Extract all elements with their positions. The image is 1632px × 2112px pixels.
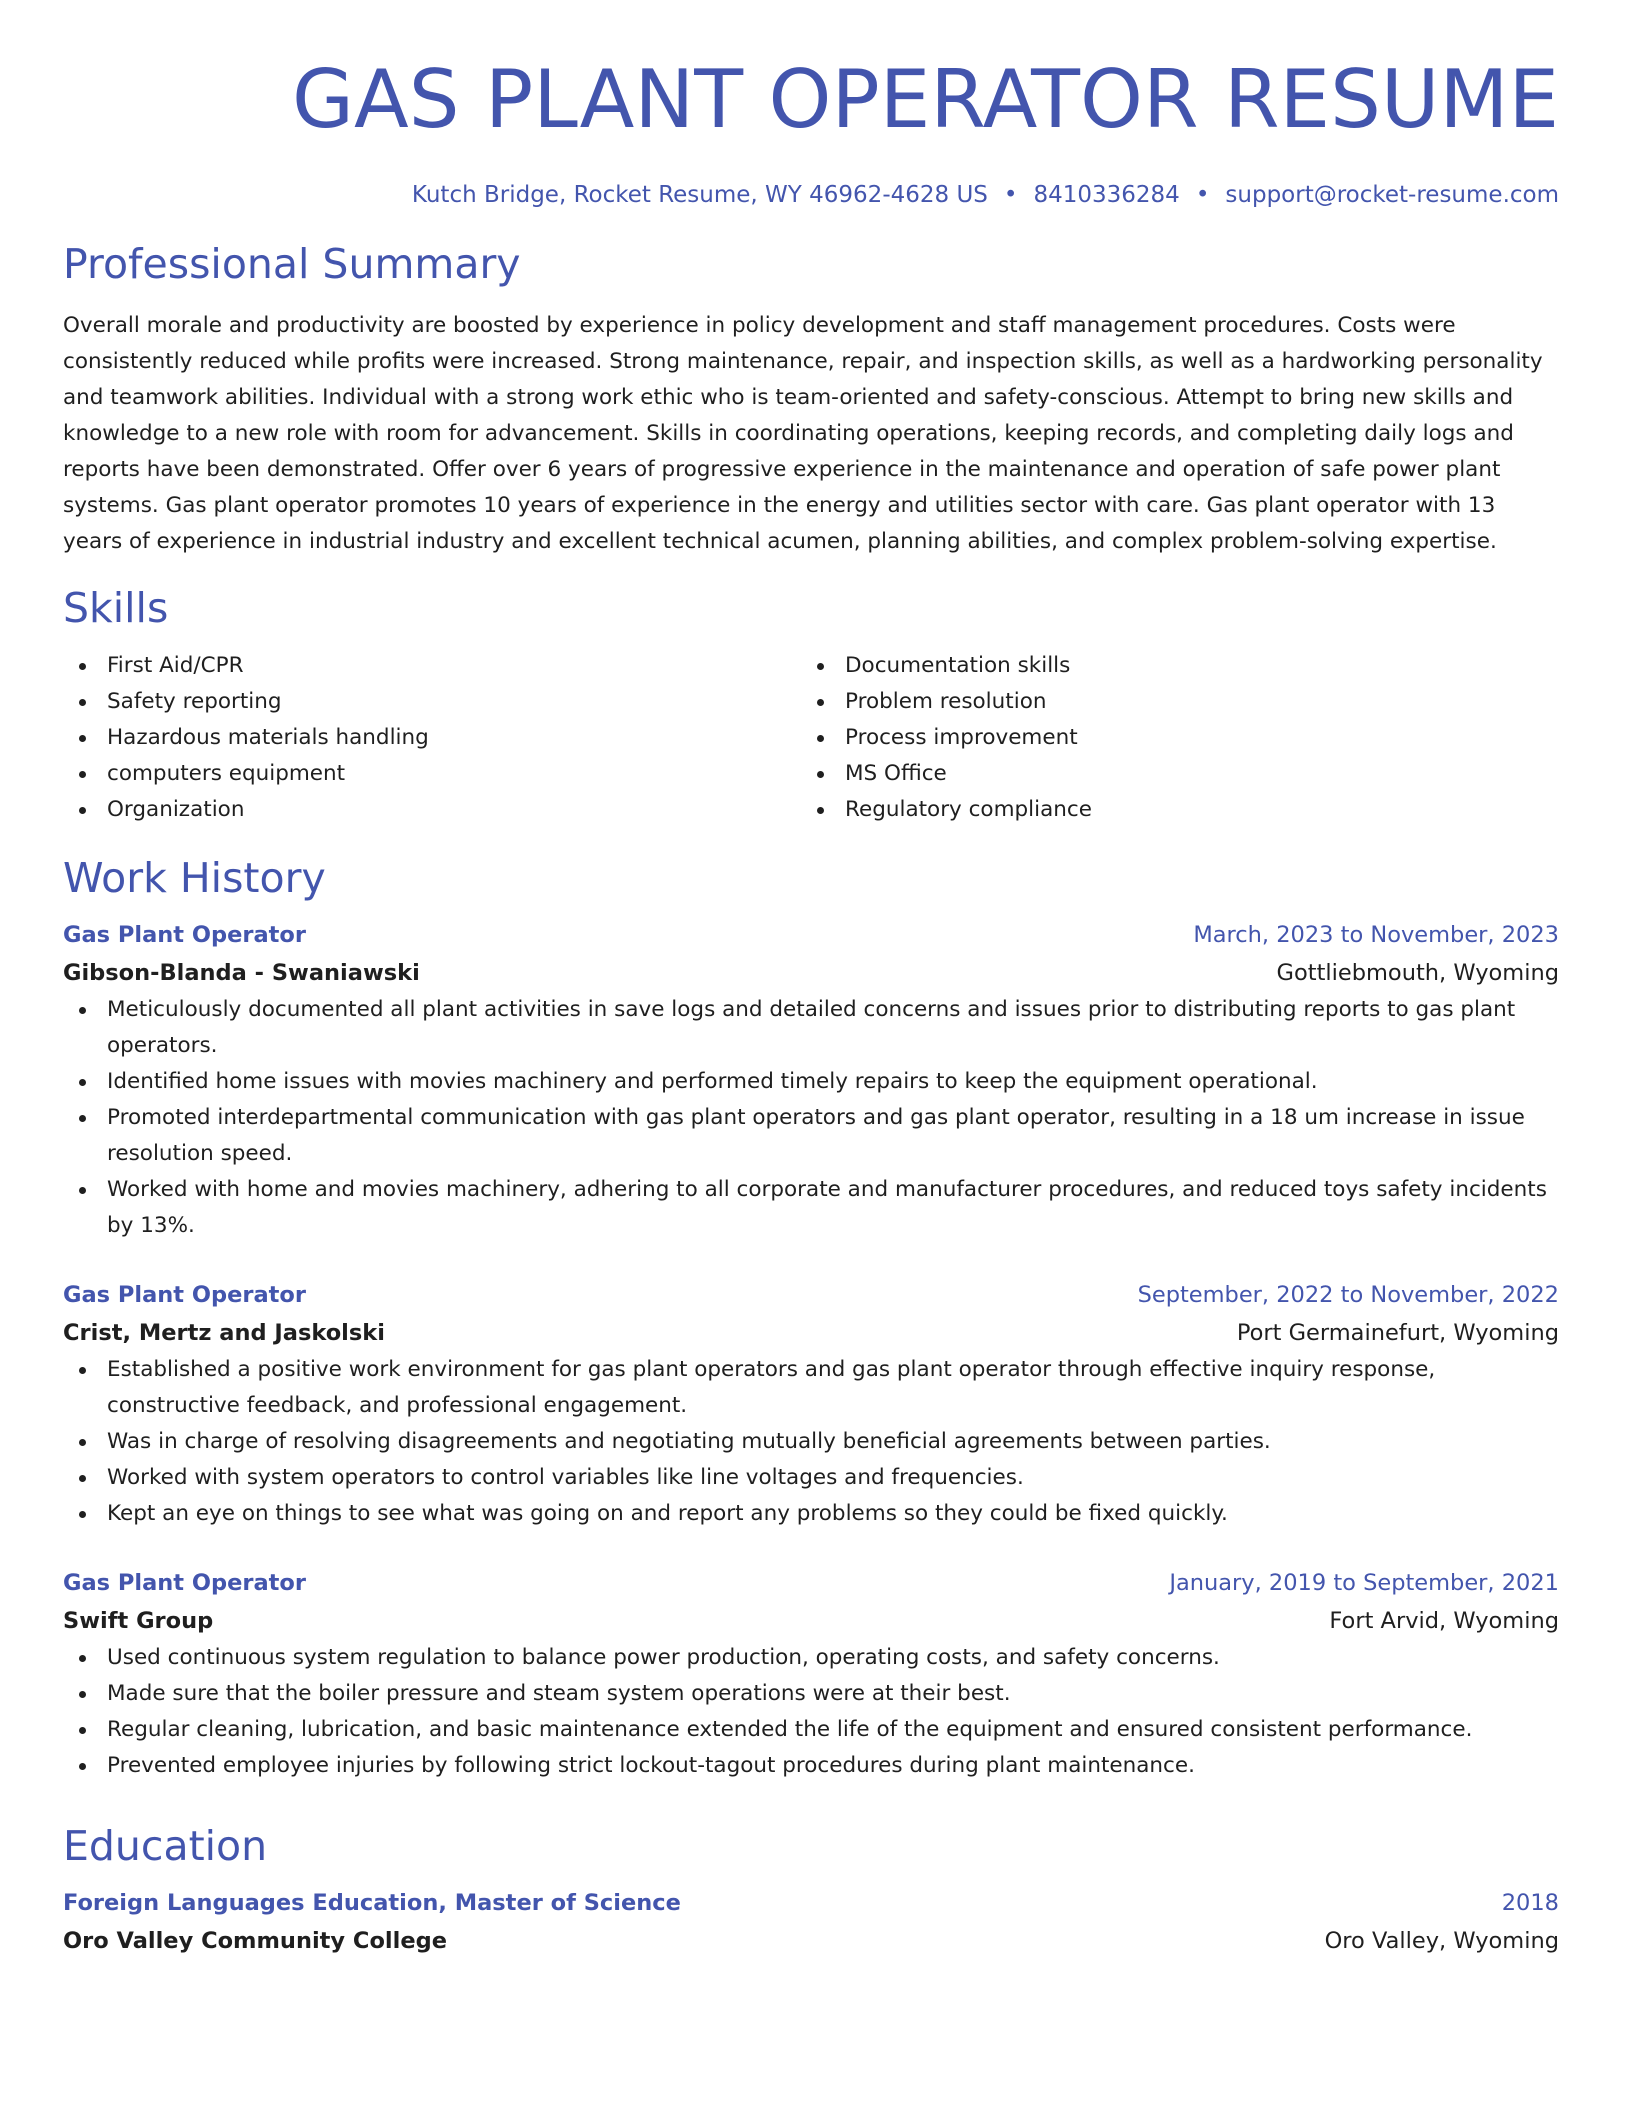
job-location: Port Germainefurt, Wyoming: [1236, 1320, 1559, 1346]
education-school: Oro Valley Community College: [63, 1928, 447, 1954]
contact-address: Kutch Bridge, Rocket Resume, WY 46962-4628 US: [411, 182, 988, 208]
section-title-skills: Skills: [63, 584, 169, 632]
job-bullets: [63, 1352, 1559, 1532]
education-year: 2018: [1501, 1890, 1559, 1916]
job-bullet: Identified home issues with movies machinery and performed timely repairs to keep the equipment operational.: [63, 1064, 1559, 1100]
job-company-row: [63, 1314, 1559, 1352]
education-location: Oro Valley, Wyoming: [1324, 1928, 1559, 1954]
job-entry: [63, 1276, 1559, 1532]
skill-item: Process improvement: [801, 720, 1539, 756]
section-title-work-history: Work History: [63, 854, 326, 902]
resume-page: [63, 0, 1559, 1960]
job-company-row: [63, 1602, 1559, 1640]
education-entry: [63, 1884, 1559, 1960]
job-dates: March, 2023 to November, 2023: [1193, 922, 1559, 948]
job-company: Crist, Mertz and Jaskolski: [63, 1320, 385, 1346]
skill-item: Hazardous materials handling: [63, 720, 801, 756]
job-location: Gottliebmouth, Wyoming: [1276, 960, 1559, 986]
contact-separator: •: [1195, 182, 1210, 208]
skill-item: Organization: [63, 792, 801, 828]
skill-item: First Aid/CPR: [63, 648, 801, 684]
job-header-row: [63, 916, 1559, 954]
job-bullet: Regular cleaning, lubrication, and basic maintenance extended the life of the equipment and ensured consistent performance.: [63, 1712, 1559, 1748]
contact-line: [63, 180, 1559, 210]
job-entry: [63, 916, 1559, 1244]
job-bullet: Worked with system operators to control variables like line voltages and frequencies.: [63, 1460, 1559, 1496]
job-role: Gas Plant Operator: [63, 1570, 306, 1596]
job-bullet: Meticulously documented all plant activities in save logs and detailed concerns and issues prior to distributing reports to gas plant operators.: [63, 992, 1559, 1064]
skill-item: computers equipment: [63, 756, 801, 792]
education-header-row: [63, 1884, 1559, 1922]
skills-column-right: [801, 648, 1539, 828]
education-degree: Foreign Languages Education, Master of Science: [63, 1890, 681, 1916]
job-dates: January, 2019 to September, 2021: [1169, 1570, 1559, 1596]
job-bullets: [63, 992, 1559, 1244]
job-location: Fort Arvid, Wyoming: [1329, 1608, 1559, 1634]
job-bullet: Worked with home and movies machinery, adhering to all corporate and manufacturer procedures, and reduced toys safety incidents by 13%.: [63, 1172, 1559, 1244]
contact-phone[interactable]: 8410336284: [1033, 182, 1180, 208]
skill-item: MS Office: [801, 756, 1539, 792]
section-title-summary: Professional Summary: [63, 240, 521, 288]
job-bullet: Made sure that the boiler pressure and steam system operations were at their best.: [63, 1676, 1559, 1712]
job-bullet: Prevented employee injuries by following strict lockout-tagout procedures during plant maintenance.: [63, 1748, 1559, 1784]
skill-item: Documentation skills: [801, 648, 1539, 684]
job-bullet: Used continuous system regulation to balance power production, operating costs, and safety concerns.: [63, 1640, 1559, 1676]
job-bullet: Promoted interdepartmental communication with gas plant operators and gas plant operator, resulting in a 18 um increase in issue resolution speed.: [63, 1100, 1559, 1172]
summary-text: Overall morale and productivity are boosted by experience in policy development and staff management procedures. Costs were consistently reduced while profits were increased. Strong maintenance, repair, and inspection skills, as well as a hardworking personality and teamwork abilities. Individual with a strong work ethic who is team-oriented and safety-conscious. Attempt to bring new skills and knowledge to a new role with room for advancement. Skills in coordinating operations, keeping records, and completing daily logs and reports have been demonstrated. Offer over 6 years of progressive experience in the maintenance and operation of safe power plant systems. Gas plant operator promotes 10 years of experience in the energy and utilities sector with care. Gas plant operator with 13 years of experience in industrial industry and excellent technical acumen, planning abilities, and complex problem-solving expertise.: [63, 313, 1543, 554]
resume-title: GAS PLANT OPERATOR RESUME: [292, 53, 1559, 146]
job-header-row: [63, 1276, 1559, 1314]
skill-item: Problem resolution: [801, 684, 1539, 720]
contact-separator: •: [1003, 182, 1018, 208]
job-bullets: [63, 1640, 1559, 1784]
job-role: Gas Plant Operator: [63, 1282, 306, 1308]
skill-item: Regulatory compliance: [801, 792, 1539, 828]
contact-email[interactable]: support@rocket-resume.com: [1225, 182, 1559, 208]
skill-item: Safety reporting: [63, 684, 801, 720]
job-dates: September, 2022 to November, 2022: [1137, 1282, 1559, 1308]
job-bullet: Was in charge of resolving disagreements and negotiating mutually beneficial agreements between parties.: [63, 1424, 1559, 1460]
job-bullet: Kept an eye on things to see what was going on and report any problems so they could be fixed quickly.: [63, 1496, 1559, 1532]
job-role: Gas Plant Operator: [63, 922, 306, 948]
skills-grid: [63, 648, 1559, 828]
job-company: Swift Group: [63, 1608, 214, 1634]
section-title-education: Education: [63, 1822, 268, 1870]
job-entry: [63, 1564, 1559, 1784]
job-company-row: [63, 954, 1559, 992]
skills-column-left: [63, 648, 801, 828]
job-header-row: [63, 1564, 1559, 1602]
job-bullet: Established a positive work environment for gas plant operators and gas plant operator through effective inquiry response, constructive feedback, and professional engagement.: [63, 1352, 1559, 1424]
education-school-row: [63, 1922, 1559, 1960]
job-company: Gibson-Blanda - Swaniawski: [63, 960, 420, 986]
